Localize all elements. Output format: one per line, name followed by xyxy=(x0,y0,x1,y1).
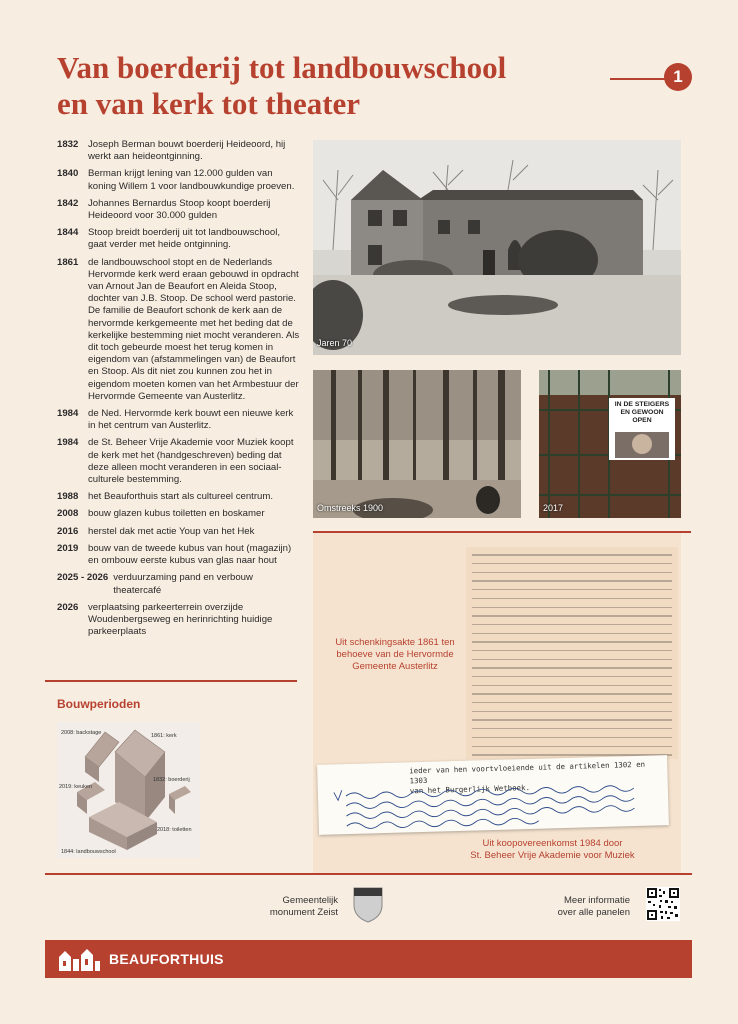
brand-band xyxy=(45,940,692,978)
timeline-text: Berman krijgt lening van 12.000 gulden van koning Willem 1 voor landbouwkundige proeven. xyxy=(88,168,295,192)
timeline-text: het Beauforthuis start als cultureel centrum. xyxy=(88,491,274,503)
typed-line-2: van het Burgerlijk Wetboek. xyxy=(409,782,531,796)
photo-jaren-70 xyxy=(313,140,681,355)
scaffolding-photo xyxy=(539,370,681,518)
building-photo xyxy=(313,140,681,355)
label-boerderij: 1832: boerderij xyxy=(153,777,190,783)
monument-shield-icon xyxy=(351,885,385,923)
photo-2017 xyxy=(539,370,681,518)
footer-divider xyxy=(45,873,692,875)
timeline-year: 2019 xyxy=(57,542,79,554)
title-line-1: Van boerderij tot landbouwschool xyxy=(57,50,507,85)
timeline-year: 1844 xyxy=(57,227,79,239)
timeline-text: Stoop breidt boerderij uit tot landbouwschool, gaat verder met heide ontginning. xyxy=(88,227,280,251)
timeline-year: 1842 xyxy=(57,197,79,209)
timeline xyxy=(57,139,301,643)
timeline-text: Johannes Bernardus Stoop koopt boerderij Heideoord voor 30.000 gulden xyxy=(88,197,271,222)
timeline-divider xyxy=(45,680,297,682)
timeline-entry xyxy=(57,257,301,403)
timeline-entry xyxy=(57,437,301,486)
deed-excerpt xyxy=(466,547,678,759)
bouwperioden-diagram xyxy=(57,722,200,858)
timeline-year: 1840 xyxy=(57,168,79,180)
timeline-text: herstel dak met actie Youp van het Hek xyxy=(88,525,255,537)
label-landbouwschool: 1844: landbouwschool xyxy=(61,849,116,855)
timeline-text: bouw glazen kubus toiletten en boskamer xyxy=(88,508,265,520)
monument-line-1: Gemeentelijk xyxy=(282,895,338,906)
beauforthuis-logo-icon xyxy=(57,947,101,971)
timeline-entry xyxy=(57,491,301,503)
timeline-entry xyxy=(57,139,301,163)
deed-caption-line-2: behoeve van de Hervormde xyxy=(336,649,454,660)
typed-line-1: ieder van hen voortvloeiende uit de artikelen 1302 en 1303 xyxy=(409,759,646,786)
sale-caption-line-2: St. Beheer Vrije Akademie voor Muziek xyxy=(470,850,635,861)
timeline-text: verduurzaming pand en verbouw theatercafé xyxy=(113,572,253,596)
info-line-1: Meer informatie xyxy=(564,895,630,906)
timeline-text: de landbouwschool stopt en de Nederlands Hervormde kerk werd eraan gebouwd in opdracht van Arnout Jan de Beaufort en Aleida Stoop, dochter van J.B. Stoop. De school werd pastorie. De familie de Beaufort schonk de kerk aan de hervormde kerkgemeente met het beding dat de kerkelijke bestemming niet mocht veranderen. Als dit toch gebeurde moest het terug komen in eigendom van (afstammelingen van) de Beaufort en Stoop. Als dit niet zou kunnen zou het in eigendom moeten komen van het Armbestuur der Hervormde Gemeente van Austerlitz. xyxy=(88,256,300,402)
timeline-year: 2016 xyxy=(57,525,79,537)
timeline-entry xyxy=(57,602,301,639)
monument-label xyxy=(230,895,338,919)
handwritten-clause xyxy=(317,755,669,835)
timeline-year: 1861 xyxy=(57,256,79,268)
photo-caption-jaren-70: Jaren 70 xyxy=(317,338,353,348)
timeline-entry xyxy=(57,508,301,520)
timeline-entry xyxy=(57,408,301,432)
timeline-entry xyxy=(57,227,301,251)
banner-line-1: IN DE STEIGERS xyxy=(614,401,670,408)
info-line-2: over alle panelen xyxy=(557,907,630,918)
deed-caption-line-3: Gemeente Austerlitz xyxy=(352,661,438,672)
timeline-year: 1832 xyxy=(57,139,79,150)
bouwperioden-title: Bouwperioden xyxy=(57,697,141,711)
sale-caption xyxy=(440,838,665,862)
forest-photo xyxy=(313,370,521,518)
timeline-year: 2026 xyxy=(57,601,79,613)
banner-line-2: EN GEWOON xyxy=(620,409,664,416)
timeline-year: 1988 xyxy=(57,491,79,503)
deed-caption-line-1: Uit schenkingsakte 1861 ten xyxy=(335,637,455,648)
label-backstage: 2008: backstage xyxy=(61,730,102,736)
timeline-year: 1984 xyxy=(57,437,79,449)
photo-caption-omstreeks-1900: Omstreeks 1900 xyxy=(317,503,384,513)
banner-line-3: OPEN xyxy=(632,417,652,424)
timeline-year: 2008 xyxy=(57,508,79,520)
handwriting-scribble xyxy=(332,777,663,832)
title-line-2: en van kerk tot theater xyxy=(57,86,361,121)
title-rule xyxy=(610,78,668,80)
brand-name: BEAUFORTHUIS xyxy=(109,951,224,967)
label-keuken: 2019: keuken xyxy=(59,784,93,790)
info-label xyxy=(530,895,630,919)
timeline-text: bouw van de tweede kubus van hout (magazijn) en ombouw eerste kubus van glas naar hout xyxy=(88,542,292,567)
timeline-text: Joseph Berman bouwt boerderij Heideoord, hij werkt aan heideontginning. xyxy=(88,139,286,163)
sale-caption-line-1: Uit koopovereenkomst 1984 door xyxy=(482,838,623,849)
label-kerk: 1861: kerk xyxy=(151,733,177,739)
building-diagram xyxy=(57,722,200,858)
timeline-year: 1984 xyxy=(57,408,79,420)
timeline-entry xyxy=(57,526,301,538)
page-title xyxy=(57,50,617,122)
deed-caption xyxy=(325,637,465,673)
qr-code-icon[interactable] xyxy=(646,887,680,921)
scaffold-banner xyxy=(609,401,675,425)
timeline-text: de St. Beheer Vrije Akademie voor Muziek koopt de kerk met het (handgeschreven) beding dat deze alleen mocht veranderen in een sociaal-culturele bestemming. xyxy=(88,437,294,486)
timeline-entry xyxy=(57,198,301,222)
timeline-year: 2025 - 2026 xyxy=(57,572,109,584)
label-toiletten: 2018: toiletten xyxy=(157,827,192,833)
timeline-entry xyxy=(57,572,301,596)
monument-line-2: monument Zeist xyxy=(269,907,338,918)
panel-number-badge: 1 xyxy=(664,63,692,91)
photo-omstreeks-1900 xyxy=(313,370,521,518)
photo-caption-2017: 2017 xyxy=(543,503,564,513)
timeline-text: de Ned. Hervormde kerk bouwt een nieuwe kerk in het centrum van Austerlitz. xyxy=(88,408,294,432)
timeline-entry xyxy=(57,543,301,567)
timeline-text: verplaatsing parkeerterrein overzijde Woudenbergseweg en herinrichting huidige parkeerplaats xyxy=(88,601,273,638)
timeline-entry xyxy=(57,168,301,192)
